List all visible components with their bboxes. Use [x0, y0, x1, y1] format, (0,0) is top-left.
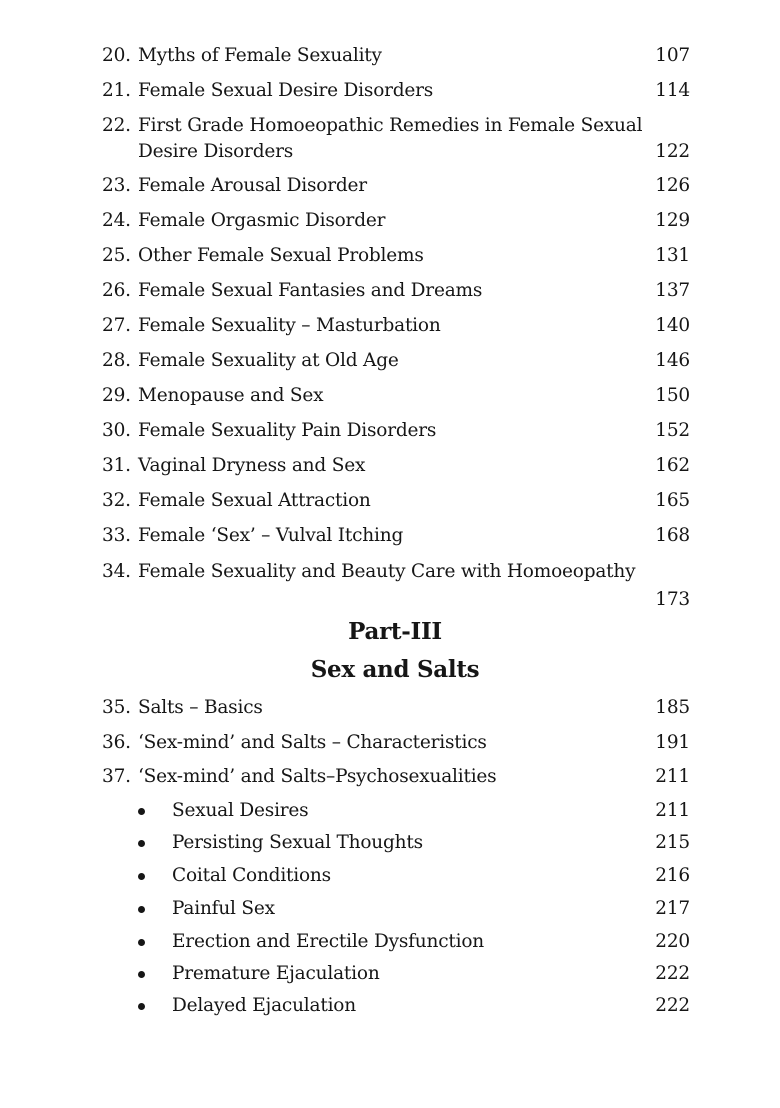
entry-page: 191	[655, 732, 690, 753]
entry-page: 168	[655, 525, 690, 546]
entry-page: 150	[655, 385, 690, 406]
entry-title: Female Sexuality Pain Disorders	[138, 420, 437, 441]
entry-page: 185	[655, 697, 690, 718]
entry-title: Erection and Erectile Dysfunction	[172, 931, 484, 952]
entry-title: First Grade Homoeopathic Remedies in Female Sexual	[138, 115, 643, 136]
toc-entry[interactable]	[100, 241, 690, 271]
toc-entry[interactable]	[100, 521, 690, 551]
entry-page: 216	[655, 865, 690, 886]
entry-page: 222	[655, 963, 690, 984]
entry-page: 137	[655, 280, 690, 301]
toc-sub-entry[interactable]	[100, 959, 690, 989]
entry-title: Female Sexual Fantasies and Dreams	[138, 280, 483, 301]
toc-entry[interactable]	[100, 41, 690, 71]
entry-page: 107	[655, 45, 690, 66]
entry-number: 32.	[102, 490, 131, 511]
entry-page: 173	[655, 589, 690, 610]
toc-entry[interactable]	[100, 171, 690, 201]
entry-title: Other Female Sexual Problems	[138, 245, 424, 266]
bullet-icon	[138, 1003, 145, 1010]
entry-title: Female Orgasmic Disorder	[138, 210, 386, 231]
toc-entry[interactable]	[100, 693, 690, 723]
entry-number: 33.	[102, 525, 131, 546]
entry-title: Female Sexuality – Masturbation	[138, 315, 441, 336]
toc-entry[interactable]	[100, 381, 690, 411]
entry-page: 215	[655, 832, 690, 853]
toc-entry[interactable]	[100, 311, 690, 341]
toc-entry[interactable]	[100, 111, 690, 167]
entry-page: 165	[655, 490, 690, 511]
entry-title: ‘Sex-mind’ and Salts – Characteristics	[138, 732, 487, 753]
entry-page: 122	[655, 141, 690, 162]
entry-number: 22.	[102, 115, 131, 136]
entry-title: Sexual Desires	[172, 800, 309, 821]
entry-title: Female Sexual Desire Disorders	[138, 80, 434, 101]
toc-entry[interactable]	[100, 451, 690, 481]
toc-entry[interactable]	[100, 762, 690, 792]
bullet-icon	[138, 906, 145, 913]
entry-title: Female Arousal Disorder	[138, 175, 367, 196]
entry-page: 140	[655, 315, 690, 336]
entry-number: 31.	[102, 455, 131, 476]
entry-number: 25.	[102, 245, 131, 266]
entry-title: Salts – Basics	[138, 697, 263, 718]
entry-number: 35.	[102, 697, 131, 718]
entry-page: 146	[655, 350, 690, 371]
entry-title: Persisting Sexual Thoughts	[172, 832, 423, 853]
entry-page: 126	[655, 175, 690, 196]
entry-number: 20.	[102, 45, 131, 66]
entry-page: 129	[655, 210, 690, 231]
toc-sub-entry[interactable]	[100, 861, 690, 891]
entry-page: 114	[655, 80, 690, 101]
part-title: Sex and Salts	[310, 656, 480, 683]
entry-number: 30.	[102, 420, 131, 441]
entry-title: Delayed Ejaculation	[172, 995, 356, 1016]
toc-entry[interactable]	[100, 728, 690, 758]
toc-entry[interactable]	[100, 416, 690, 446]
toc-sub-entry[interactable]	[100, 828, 690, 858]
entry-number: 34.	[102, 561, 131, 582]
entry-title: Female ‘Sex’ – Vulval Itching	[138, 525, 404, 546]
entry-title: Painful Sex	[172, 898, 275, 919]
entry-title: ‘Sex-mind’ and Salts–Psychosexualities	[138, 766, 497, 787]
entry-page: 152	[655, 420, 690, 441]
entry-number: 23.	[102, 175, 131, 196]
bullet-icon	[138, 840, 145, 847]
entry-page: 220	[655, 931, 690, 952]
entry-title: Coital Conditions	[172, 865, 331, 886]
toc-entry[interactable]	[100, 206, 690, 236]
entry-title: Vaginal Dryness and Sex	[138, 455, 366, 476]
toc-sub-entry[interactable]	[100, 894, 690, 924]
toc-sub-entry[interactable]	[100, 796, 690, 826]
bullet-icon	[138, 971, 145, 978]
entry-page: 162	[655, 455, 690, 476]
entry-number: 36.	[102, 732, 131, 753]
entry-page: 211	[655, 766, 690, 787]
entry-page: 131	[655, 245, 690, 266]
toc-entry[interactable]	[100, 76, 690, 106]
toc-sub-entry[interactable]	[100, 991, 690, 1021]
entry-number: 21.	[102, 80, 131, 101]
entry-number: 29.	[102, 385, 131, 406]
part-label: Part-III	[348, 618, 442, 645]
toc-entry[interactable]	[100, 557, 690, 615]
bullet-icon	[138, 873, 145, 880]
entry-title: Premature Ejaculation	[172, 963, 380, 984]
toc-sub-entry[interactable]	[100, 927, 690, 957]
entry-page: 211	[655, 800, 690, 821]
toc-entry[interactable]	[100, 276, 690, 306]
entry-page: 217	[655, 898, 690, 919]
entry-title: Female Sexuality at Old Age	[138, 350, 399, 371]
toc-entry[interactable]	[100, 346, 690, 376]
entry-number: 37.	[102, 766, 131, 787]
entry-title: Female Sexual Attraction	[138, 490, 371, 511]
entry-title: Female Sexuality and Beauty Care with Homoeopathy	[138, 561, 636, 582]
toc-entry[interactable]	[100, 486, 690, 516]
entry-title: Myths of Female Sexuality	[138, 45, 382, 66]
entry-title-continuation: Desire Disorders	[138, 141, 294, 162]
bullet-icon	[138, 939, 145, 946]
entry-title: Menopause and Sex	[138, 385, 324, 406]
entry-number: 24.	[102, 210, 131, 231]
entry-number: 27.	[102, 315, 131, 336]
entry-number: 28.	[102, 350, 131, 371]
entry-page: 222	[655, 995, 690, 1016]
entry-number: 26.	[102, 280, 131, 301]
bullet-icon	[138, 808, 145, 815]
